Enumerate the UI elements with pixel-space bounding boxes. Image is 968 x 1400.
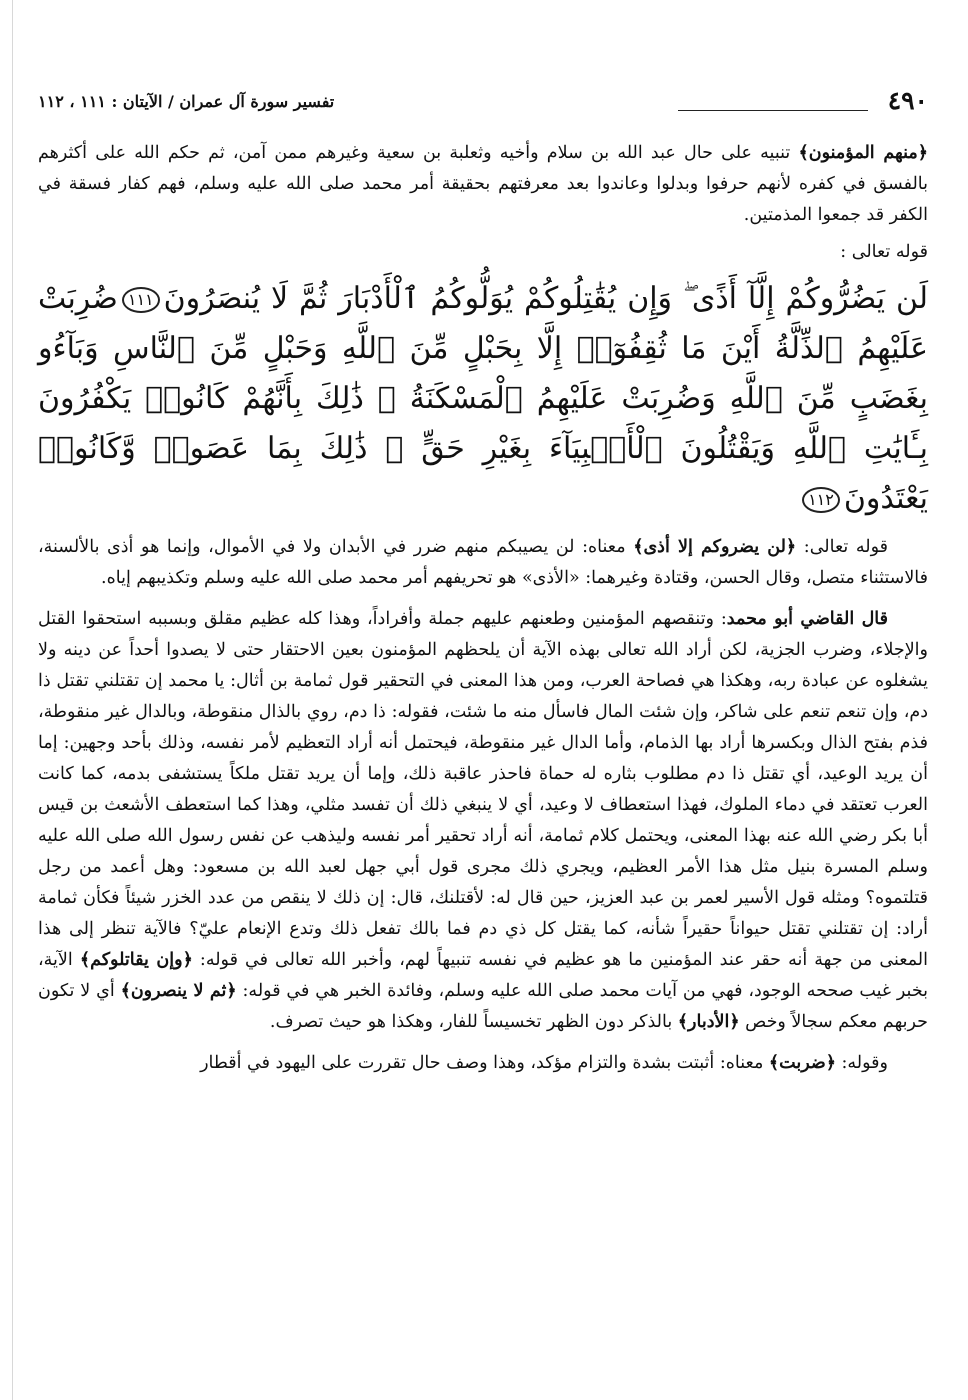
paragraph-text: معناه: أثبتت بشدة والتزام مؤكد، وهذا وصف حال تقررت على اليهود في أقطار [200, 1053, 769, 1073]
paragraph-text: وقوله: [835, 1053, 888, 1073]
paragraph-text: تنبيه على حال عبد الله بن سلام وأخيه وثعلبة بن سعية وغيرهم ممن آمن، ثم حكم الله على أكثرهم بالفسق في كفره لأنهم حرفوا وبدلوا وعاندوا بعد معرفتهم بحقيقة أمر محمد صلى الله عليه وسلم، فهم كفار فسقة في الكفر قد جمعوا المذمتين. [38, 143, 928, 225]
quote: ﴿ثم لا ينصرون﴾ [120, 981, 237, 1001]
quote-lead: ﴿منهم المؤمنون﴾ [798, 143, 929, 163]
page-body [38, 138, 928, 1079]
page-edge-line [12, 0, 13, 1400]
verse-text: ضُرِبَتْ عَلَيْهِمُ ٱلذِّلَّةُ أَيْنَ مَا ثُقِفُوٓا۟ إِلَّا بِحَبْلٍ مِّنَ ٱللَّهِ وَحَبْلٍ مِّنَ ٱلنَّاسِ وَبَآءُو بِغَضَبٍ مِّنَ ٱللَّهِ وَضُرِبَتْ عَلَيْهِمُ ٱلْمَسْكَنَةُ ۚ ذَٰلِكَ بِأَنَّهُمْ كَانُوا۟ يَكْفُرُونَ بِـَٔايَٰتِ ٱللَّهِ وَيَقْتُلُونَ ٱلْأَنۢبِيَآءَ بِغَيْرِ حَقٍّ ۚ ذَٰلِكَ بِمَا عَصَوا۟ وَّكَانُوا۟ يَعْتَدُونَ [38, 281, 928, 516]
quote: ﴿الأدبار﴾ [677, 1012, 740, 1032]
quran-verses [38, 274, 928, 524]
quote: ﴿لن يضروكم إلا أذى﴾ [633, 537, 797, 557]
ayah-number-marker: ١١٢ [802, 487, 840, 513]
paragraph-text: أي لا تكون حربهم معكم سجالاً وخص [38, 981, 928, 1032]
header-rule [678, 110, 868, 111]
verse-intro: قوله تعالى : [840, 242, 928, 262]
paragraph-2 [38, 532, 928, 594]
page-header [38, 86, 928, 120]
paragraph-text: بالذكر دون الظهر تخسيساً للفار، وهكذا هو حيث تصرف. [269, 1012, 678, 1032]
ayah-number-marker: ١١١ [122, 287, 160, 313]
paragraph-text: الآية، بخبر غيب صححه الوجود، فهي من آيات محمد صلى الله عليه وسلم، وفائدة الخبر هي في قوله: [38, 950, 929, 1001]
author-lead: قال القاضي أبو محمد [726, 609, 888, 629]
paragraph-text: معناه: لن يصيبكم منهم ضرر في الأبدان ولا في الأموال، وإنما هو أذى بالألسنة، فالاستثناء متصل، وقال الحسن، وقتادة وغيرهما: «الأذى» هو تحريفهم أمر محمد صلى الله عليه وسلم وتكذيبهم إياه. [38, 537, 928, 588]
verse-text: لَن يَضُرُّوكُمْ إِلَّآ أَذًى ۖ وَإِن يُقَٰتِلُوكُمْ يُوَلُّوكُمُ ٱلْأَدْبَارَ ثُمَّ لَا يُنصَرُونَ [163, 281, 928, 316]
paragraph-4 [38, 1048, 928, 1079]
paragraph-text: قوله تعالى: [796, 537, 888, 557]
paragraph-3 [38, 604, 928, 1038]
quote: ﴿ضربت﴾ [768, 1053, 836, 1073]
page-number: ٤٩٠ [887, 86, 928, 115]
paragraph-1 [38, 138, 928, 231]
running-title: تفسير سورة آل عمران / الآيتان : ١١١ ، ١١٢ [38, 92, 335, 111]
paragraph-text: : وتنقصهم المؤمنين وطعنهم عليهم جملة وأفراداً، وهذا كله عظيم مقلق وبسببه استحقوا القتل والإجلاء، وضرب الجزية، لكن أراد الله تعالى بهذه الآية أن يلحظهم المؤمنون بعين الاحتقار حتى لا يصدوا أحداً عن دينه ولا يشغلوه عن عبادة ربه، وهكذا هي فصاحة العرب، ومن هذا المعنى في التحقير قول ثمامة بن أثال: يا محمد إن تقتلني تقتل ذا دم، وإن تنعم تنعم على شاكر، وإن شئت المال فاسأل منه ما شئت، فقوله: ذا دم، روي بالذال منقوطة، وبالدال غير منقوطة، فذم بفتح الذال وبكسرها أراد بها الذمام، وأما الدال غير منقوطة، فيحتمل أنه أراد التعظيم لأمر نفسه، وذلك بأحد وجهين: إما أن يريد الوعيد، أي تقتل ذا دم مطلوب بثاره له حماة فاحذر عاقبة ذلك، وإما أن يريد تقتل ملكاً يستشفى بدمه، كما كانت العرب تعتقد في دماء الملوك، فهذا استعطاف لا وعيد، أي لا ينبغي ذلك أن تفسد مثلي، وهذا كما استعطف الأشعث بن قيس أبا بكر رضي الله عنه بهذا المعنى، ويحتمل كلام ثمامة، أنه أراد تحقير أمر نفسه وليذهب عن نفس رسول الله صلى الله عليه وسلم المسرة بنيل مثل هذا الأمر العظيم، ويجري ذلك مجرى قول أبي جهل لعبد الله بن مسعود: وهل أعمد من رجل قتلتموه؟ ومثله قول الأسير لعمر بن عبد العزيز، حين قال له: لأقتلنك، قال: إن ذلك لا ينقص من عدد الخزر شيئاً فكأن ثمامة أراد: إن تقتلني تقتل حيواناً حقيراً شأنه، كما يقتل كل ذي دم فما بالك تفعل ذلك وتدع الإنعام عليّ؟ فالآية تنظر إلى هذا المعنى من جهة أنه حقر عند المؤمنين ما هو عظيم في نفسه تنبيهاً لهم، وأخبر الله تعالى في قوله: [38, 609, 929, 970]
quote: ﴿وإن يقاتلوكم﴾ [79, 950, 193, 970]
